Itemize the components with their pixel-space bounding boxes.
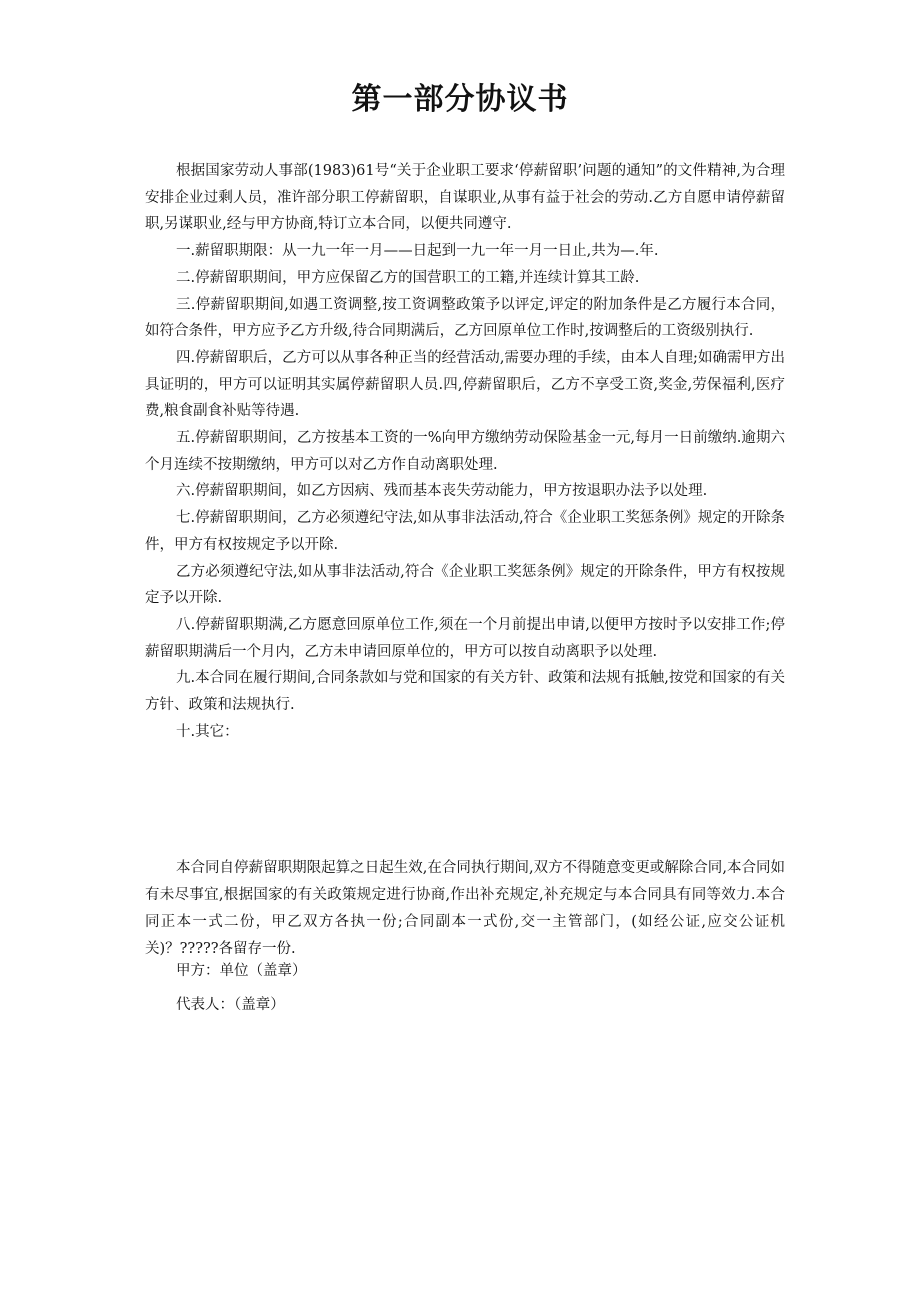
closing-paragraph: 本合同自停薪留职期限起算之日起生效,在合同执行期间,双方不得随意变更或解除合同,本合同如有未尽事宜,根据国家的有关政策规定进行协商,作出补充规定,补充规定与本合同具有同等效力.本合同正本一式二份，甲乙双方各执一份;合同副本一式份,交一主管部门，(如经公证,应交公证机关)？?????各留存一份. [145,860,785,957]
clause-4: 四.停薪留职后，乙方可以从事各种正当的经营活动,需要办理的手续，由本人自理;如确需甲方出具证明的，甲方可以证明其实属停薪留职人员.四,停薪留职后，乙方不享受工资,奖金,劳保福利,医疗费,粮食副食补贴等待遇. [145,349,785,420]
clause-7: 七.停薪留职期间，乙方必须遵纪守法,如从事非法活动,符合《企业职工奖惩条例》规定的开除条件，甲方有权按规定予以开除. [145,510,785,553]
clause-1: 一.薪留职期限：从一九一年一月——日起到一九一年一月一日止,共为—.年. [176,243,659,260]
page-title: 第一部分协议书 [351,82,569,117]
clause-2: 二.停薪留职期间，甲方应保留乙方的国营职工的工籍,并连续计算其工龄. [176,269,640,286]
clause-7-repeat: 乙方必须遵纪守法,如从事非法活动,符合《企业职工奖惩条例》规定的开除条件，甲方有权按规定予以开除. [145,563,785,607]
party-a-signature: 甲方：单位（盖章） [176,963,307,980]
clause-3: 三.停薪留职期间,如遇工资调整,按工资调整政策予以评定,评定的附加条件是乙方履行本合同，如符合条件，甲方应予乙方升级,待合同期满后，乙方回原单位工作时,按调整后的工资级别执行. [145,296,785,340]
clause-10: 十.其它： [176,723,239,740]
document-body [145,158,785,1018]
clause-9: 九.本合同在履行期间,合同条款如与党和国家的有关方针、政策和法规有抵触,按党和国家的有关方针、政策和法规执行. [145,670,785,714]
intro-paragraph: 根据国家劳动人事部(1983)61号“关于企业职工要求‘停薪留职’问题的通知”的文件精神,为合理安排企业过剩人员，准许部分职工停薪留职，自谋职业,从事有益于社会的劳动.乙方自愿申请停薪留职,另谋职业,经与甲方协商,特订立本合同，以便共同遵守. [145,163,785,233]
clause-6: 六.停薪留职期间，如乙方因病、残而基本丧失劳动能力，甲方按退职办法予以处理. [176,483,708,500]
blank-space [145,745,785,855]
clause-8: 八.停薪留职期满,乙方愿意回原单位工作,须在一个月前提出申请,以便甲方按时予以安排工作;停薪留职期满后一个月内，乙方未申请回原单位的，甲方可以按自动离职予以处理. [145,616,785,660]
representative-signature: 代表人：（盖章） [176,997,285,1014]
clause-5: 五.停薪留职期间，乙方按基本工资的一%向甲方缴纳劳动保险基金一元,每月一日前缴纳.逾期六个月连续不按期缴纳，甲方可以对乙方作自动离职处理. [145,430,785,473]
